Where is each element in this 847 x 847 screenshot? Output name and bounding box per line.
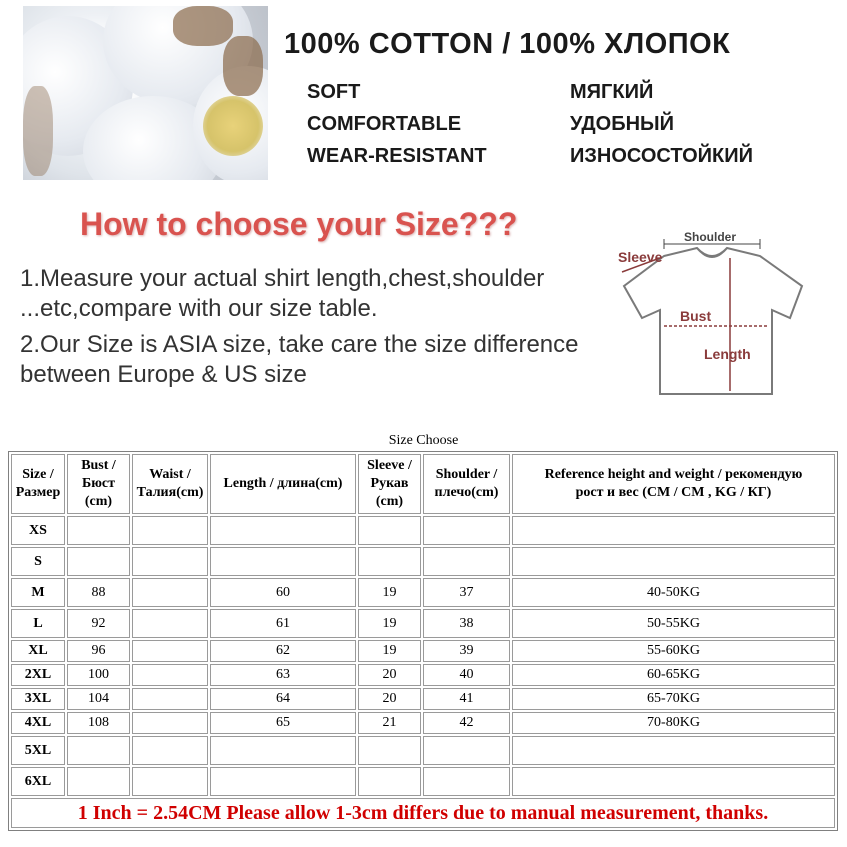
- table-row: [11, 712, 835, 734]
- cell-bust: [67, 767, 130, 796]
- table-row: [11, 640, 835, 662]
- header-sleeve: [358, 454, 421, 514]
- header-bust-line-1: Bust /: [81, 458, 116, 473]
- feature-wear-resistant-ru: ИЗНОСОСТОЙКИЙ: [570, 145, 753, 167]
- cell-size: L: [11, 609, 65, 638]
- feature-soft: SOFT: [307, 81, 361, 103]
- cell-bust: 92: [67, 609, 130, 638]
- cell-sleeve: 19: [358, 609, 421, 638]
- header-reference: [512, 454, 835, 514]
- feature-comfortable: COMFORTABLE: [307, 113, 462, 135]
- table-row: [11, 516, 835, 545]
- header-waist-line-1: Waist /: [149, 467, 191, 482]
- cell-reference: 40-50KG: [512, 578, 835, 607]
- measurement-note: 1 Inch = 2.54CM Please allow 1-3cm differs due to manual measurement, thanks.: [11, 798, 835, 828]
- header-bust-line-3: (cm): [84, 494, 113, 509]
- cell-length: 64: [210, 688, 356, 710]
- table-row: [11, 736, 835, 765]
- header-sleeve-line-1: Sleeve /: [367, 458, 412, 473]
- cell-sleeve: [358, 547, 421, 576]
- cell-size: 4XL: [11, 712, 65, 734]
- cell-waist: [132, 712, 208, 734]
- header-size-line-2: Размер: [15, 485, 61, 500]
- header-reference-line-1: Reference height and weight / рекомендую: [544, 467, 803, 482]
- cell-size: 2XL: [11, 664, 65, 686]
- header-size: [11, 454, 65, 514]
- cell-waist: [132, 516, 208, 545]
- cell-length: [210, 767, 356, 796]
- cell-shoulder: 41: [423, 688, 510, 710]
- cell-shoulder: 39: [423, 640, 510, 662]
- cell-bust: 96: [67, 640, 130, 662]
- guide-step-1-line-2: ...etc,compare with our size table.: [20, 295, 378, 322]
- table-row: [11, 688, 835, 710]
- cell-sleeve: 19: [358, 640, 421, 662]
- cell-bust: [67, 736, 130, 765]
- cell-waist: [132, 688, 208, 710]
- header-waist-line-2: Талия(cm): [136, 485, 204, 500]
- cell-shoulder: 38: [423, 609, 510, 638]
- header-reference-line-2: рост и вес (CM / CM , KG / КГ): [575, 485, 772, 500]
- header-shoulder: [423, 454, 510, 514]
- guide-step-1-line-1: 1.Measure your actual shirt length,chest,shoulder: [20, 265, 545, 292]
- table-header-row: [11, 454, 835, 514]
- size-table-body: [11, 516, 835, 828]
- diagram-label-length: Length: [704, 346, 751, 362]
- table-row: [11, 578, 835, 607]
- cell-reference: 60-65KG: [512, 664, 835, 686]
- cell-size: M: [11, 578, 65, 607]
- cell-reference: 70-80KG: [512, 712, 835, 734]
- cell-waist: [132, 664, 208, 686]
- header-sleeve-line-2: Рукав: [370, 476, 409, 491]
- cell-shoulder: [423, 516, 510, 545]
- cell-reference: 55-60KG: [512, 640, 835, 662]
- table-row: [11, 547, 835, 576]
- header-sleeve-line-3: (cm): [375, 494, 404, 509]
- cell-waist: [132, 767, 208, 796]
- header-bust-line-2: Бюст: [81, 476, 116, 491]
- cell-size: S: [11, 547, 65, 576]
- cell-shoulder: [423, 767, 510, 796]
- feature-comfortable-ru: УДОБНЫЙ: [570, 113, 675, 135]
- cell-length: 63: [210, 664, 356, 686]
- cell-shoulder: 40: [423, 664, 510, 686]
- table-row: [11, 609, 835, 638]
- header-waist: [132, 454, 208, 514]
- size-guide-title: How to choose your Size???: [80, 206, 518, 242]
- cell-waist: [132, 640, 208, 662]
- diagram-label-sleeve: Sleeve: [618, 249, 663, 265]
- cell-length: 62: [210, 640, 356, 662]
- cell-size: 3XL: [11, 688, 65, 710]
- header-length: [210, 454, 356, 514]
- cell-size: XS: [11, 516, 65, 545]
- header-size-line-1: Size /: [22, 467, 54, 482]
- cell-waist: [132, 547, 208, 576]
- cell-size: XL: [11, 640, 65, 662]
- cell-bust: [67, 547, 130, 576]
- cell-length: [210, 547, 356, 576]
- cell-reference: [512, 736, 835, 765]
- cell-bust: [67, 516, 130, 545]
- guide-step-2-line-2: between Europe & US size: [20, 361, 307, 388]
- cell-reference: 65-70KG: [512, 688, 835, 710]
- cell-sleeve: 21: [358, 712, 421, 734]
- guide-step-2-line-1: 2.Our Size is ASIA size, take care the size difference: [20, 331, 579, 358]
- table-row: [11, 767, 835, 796]
- cell-bust: 104: [67, 688, 130, 710]
- cell-waist: [132, 578, 208, 607]
- cell-sleeve: [358, 516, 421, 545]
- cell-sleeve: 20: [358, 688, 421, 710]
- cell-bust: 100: [67, 664, 130, 686]
- table-footer-row: [11, 798, 835, 828]
- feature-soft-ru: МЯГКИЙ: [570, 81, 654, 103]
- cell-length: 65: [210, 712, 356, 734]
- cell-size: 6XL: [11, 767, 65, 796]
- cell-reference: [512, 516, 835, 545]
- cell-shoulder: 37: [423, 578, 510, 607]
- diagram-label-bust: Bust: [680, 308, 712, 324]
- cell-bust: 88: [67, 578, 130, 607]
- size-table: [8, 451, 838, 831]
- header-length-line-1: Length / длина(cm): [223, 476, 343, 491]
- feature-wear-resistant: WEAR-RESISTANT: [307, 145, 487, 167]
- cell-sleeve: 20: [358, 664, 421, 686]
- table-row: [11, 664, 835, 686]
- cell-sleeve: [358, 767, 421, 796]
- cell-bust: 108: [67, 712, 130, 734]
- cell-length: 61: [210, 609, 356, 638]
- diagram-label-shoulder: Shoulder: [684, 230, 737, 244]
- cell-sleeve: [358, 736, 421, 765]
- cell-shoulder: [423, 736, 510, 765]
- cell-waist: [132, 609, 208, 638]
- cell-shoulder: 42: [423, 712, 510, 734]
- cell-length: 60: [210, 578, 356, 607]
- cell-shoulder: [423, 547, 510, 576]
- cotton-photo: [23, 6, 268, 180]
- cell-sleeve: 19: [358, 578, 421, 607]
- cell-waist: [132, 736, 208, 765]
- cell-reference: [512, 547, 835, 576]
- cell-length: [210, 516, 356, 545]
- header-shoulder-line-2: плечо(cm): [434, 485, 499, 500]
- cell-reference: 50-55KG: [512, 609, 835, 638]
- cell-size: 5XL: [11, 736, 65, 765]
- cell-length: [210, 736, 356, 765]
- shirt-measurement-diagram: [612, 226, 812, 396]
- material-title: 100% COTTON / 100% ХЛОПОК: [284, 28, 731, 60]
- header-bust: [67, 454, 130, 514]
- table-caption: Size Choose: [388, 433, 459, 448]
- cell-reference: [512, 767, 835, 796]
- header-shoulder-line-1: Shoulder /: [435, 467, 498, 482]
